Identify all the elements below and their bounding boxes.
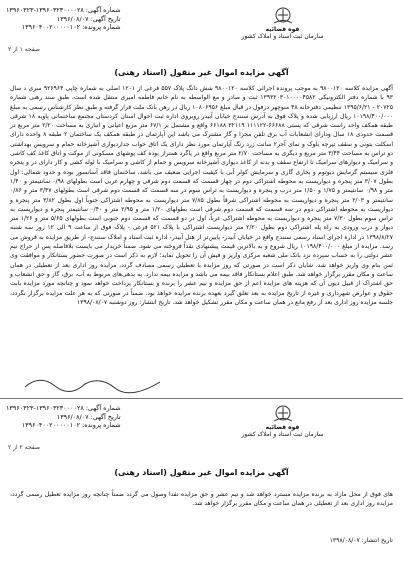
notice-title: آگهی مزایده اموال غیر منقول (اسناد رهنی) [114, 468, 289, 477]
logo-subtitle: سازمان ثبت اسناد و املاک کشور [241, 33, 324, 40]
case-number: شماره پرونده: ۱۳۹۶۰۴۰۰۲۰۰۰۰۰۱۰۲ [21, 421, 121, 430]
notice-body: های فوق از محل مازاد به برنده مزایده مسترد خواهد شد و نیم عشر و حق مزایده نقدا وصول می گردد ضمناً چنانچه روز مزایده تعطیل رسمی گردد، مزایده روز اداری بعد از تعطیلی در همان ساعت و مکان مقرر برگزار خواهد شد. [10, 491, 393, 508]
logo-subtitle: سازمان ثبت اسناد و املاک کشور [241, 431, 324, 438]
notice-body: آگهی مزایده کلاسه ۹۸۰۰۱۲۰ به موجب پرونده اجرائی کلاسه ۹۸۰۰۱۲۰ شش دانگ پلاک ۵۵۷ فرعی از ۱۲۰۱ اصلی به شماره چاپی ۹۲۶۹۶۴ سری د سال ۹۳ با شماره دفتر الکترونیکی ۱۳۹۳۲۰۳۰۱۰۰۰۰۴۵۸۲ ثبت و صادر و مع الواسطه به نام خانم فاطمه امیری منتقل شده است، طبق سند رهنی شماره ۲۰۷۲۵ - ۱۳۹۵/۶/۲۱ تنظیمی دفترخانه ۴۸ منوچهر دزفول در قبال مبلغ ۱۰۸۰۶۹۵۶ ریال در رهن بانک ملت قرار گرفته و طبق نظر کارشناس رسمی به مبلغ ۱۰۱۹۸/۴۰۰/۰۰۰ ریال ارزیابی شده و پلاک فوق به آدرس سنندج خیابان آبیدر روبروی اداره ثبت احوال استان کردستان مجتمع ساختمانی پاویه ۱۸ شرقی طبقه همکف واحد راست شرقی که پستی ۶۶۶۸۸-۱۱۱۱۲۲ ۳۲۱۱۹ ۶۶۱۸۸ واقع و مشتمل بر ۶۷/۱ متر مربع اعیانی و انباری به مساحت ۲/۲۰ متر مربع در قسمت حدودی ۱۸ سال ودارای انشعابات آب برق تلفن مجزا و گاز مشترک می باشد این آپارتمان در طبقه همکف یک ساختمان ۲ طبقه ۸ واحده دارای اسکلت بتونی و سقف تیرچه بلوک و نمای آجر۲ سانت زرد رنگ آپارتمان مورد نظر دارای یک اتاق خواب جداردیواری آشپزخانه حمام و سرویس بهداشتی دو تراس به مساحت ۳/۴۴ متر مربع و دیگری به مساحت ۲/۷۰ متر مربع واقع در پاگرد همتراز بوده کف پوشهای مسکونی از موکت و اتاق کاغذ کف کاشی و سرامیک و دیوارهای سرامیک تا ارتفاع سقف و بدنه از کاغذ دیواری آشپزخانه سرویس و حمام از کاشی و سرامیک با لوله کشی و کار دارای در و پنجره فلزی سیستم گرمایش دیوتوم و بخاری گازی و سرمایش کولر آبی با کیفیت اجرایی ضعیف می باشد، ساختمان فاقد آسانسور بوده و حدود شمالی: اول بطول ۳/۰۷ متر پنجره و دیواریست به محوطه اشتراکی دوم در چهار قسمت که قسمت دوم شرقی و چهارم غربی است بطولهای ۰/۹۸ سانتیمتر و ۱/۴۰ متر و ۰/۹۸ سانتیمتر و ۱/۷۵ و ۱/۵۰ متر درب و پنجره و دیواریست به تراس سوم در سه قسمت که قسمت دوم شرقی است بطولهای ۳/۴۷ متر و ۰/۸۶ سانتیمتر و ۲/۰۳ متر پنجره و دیواریست به محوطه اشتراکی شرقاً بطول ۷/۸۵ متر دیواریست به محوطه اشتراکی جنوباً اول بطول ۳/۸۲ متر پنجره و دیواریست به محوطه اشتراکی دوم در سه قسمت که قسمت دوم شرقی است بطولهای ۱/۲۰ متر و ۲/۹۵ متر و ۰/۴۰ سانتیمتر پنجره و دیواریست به تراس سوم بطول ۷/۳۰ متر پنجره و دیواریست به محوطه اشتراکی غرباً، اول در دو قسمت که قسمت دوم جنوبی است بطولهای ۵/۶۵ متر و ۱/۲۶ متر دیوار و درب ورودی به راه پله اشتراکی دوم بطول ۲/۲۰ متر دیواریست اشتراکی با پلاک ۵۲۱ فرعی - پلاک فوق از ساعت ۹ الی ۱۲ روز سه شنبه ۱۳۹۸/۸/۲۷ در اداره اجرای اسناد رسمی سنندج واقع در خیابان آبیدر- پایین‌تر از هتل آبیدر- اداره ثبت اسناد و املاک سنندج- از طریق مزایده به فروش می رسد. مزایده از مبلغ ۱۰۱۹۸/۴۰۰/۰۰۰ ریال شروع و به بالاترین قیمت پیشنهادی نقداً فروخته می شود. ضمناً خریدار می بایست بلافاصله پس از حراج نیم عشر دولتی را به حساب سپرده نزد بانک ملی شعبه مرکزی واریز و فیش آن را تحویل نماید؛ لازم به ذکر است در صورت حضور بستانکار و موافقت وی ثمن بنام وی واریز خواهد شد. شایان ذکر است در صورتی که روز مزایده با تعطیلی رسمی مصادف گردد، مزایده روز اداری بعد از تعطیلی در همان ساعت و مکان مقرر برگزار خواهد شد. طبق اعلام بستانکار فاقد بیمه می باشد و مزایده بیمه ندارد. به بدهی‌های مربوط به آب، برق، گاز و حق انشعاب و حق اشتراک از قبیل دیون آن که هزینه هاى مزایده اعم از حق مزایده و نیم عشر را برنده و بستانکار پرداخت خواهد نمود و چنانچه مورد مزایده بابت حقوق و عوارض شهرداری و غیره از تاریخ مزایده به بعد تعلق گیرد بعهده برنده مزایده خواهد بود. ضمناً در صورتی که به هر علت مزایده برگزار نگردد، جلسه مزایده روز اداری بعد از رفع مانع در همان ساعت و مکان مقرر تشکیل خواهد شد. تاریخ انتشار: روز دوشنبه ۱۳۹۸/۰۸/۰۷ [10, 85, 393, 306]
notice-meta [6, 6, 121, 32]
logo-title: قوه قضائیه [265, 26, 300, 33]
organization-logo [225, 404, 340, 444]
notice-page-2 [0, 398, 403, 576]
logo-title: قوه قضائیه [265, 424, 300, 431]
signature-stamp [20, 372, 170, 394]
notice-date: تاریخ آگهی: ۱۳۹۶/۰۸/۰۷ [56, 14, 121, 23]
page-number: صفحه ۲ از ۲ [8, 444, 40, 451]
notice-meta [6, 404, 121, 430]
notice-title: آگهی مزایده اموال غیر منقول (اسناد رهنی) [114, 68, 289, 77]
publication-date: تاریخ انتشار: ۱۳۹۸/۰۸/۰۷ [329, 537, 393, 544]
notice-date: تاریخ آگهی: ۱۳۹۶/۰۸/۰۷ [56, 412, 121, 421]
organization-logo [225, 6, 340, 46]
notice-number: شماره آگهی: ۱۳۹۶۰۳۲۳۰۰۰۰۲۸-۱۳۹۶۰۳۲۳ [6, 404, 121, 412]
emblem-icon [270, 404, 296, 424]
case-number: شماره پرونده: ۱۳۹۶۰۴۰۰۲۰۰۰۰۰۱۰۲ [21, 23, 121, 32]
page-number: صفحه ۱ از ۲ [8, 46, 40, 53]
notice-number: شماره آگهی: ۱۳۹۶۰۳۲۳۰۰۰۰۲۸-۱۳۹۶۰۳۲۳ [6, 6, 121, 14]
emblem-icon [270, 6, 296, 26]
